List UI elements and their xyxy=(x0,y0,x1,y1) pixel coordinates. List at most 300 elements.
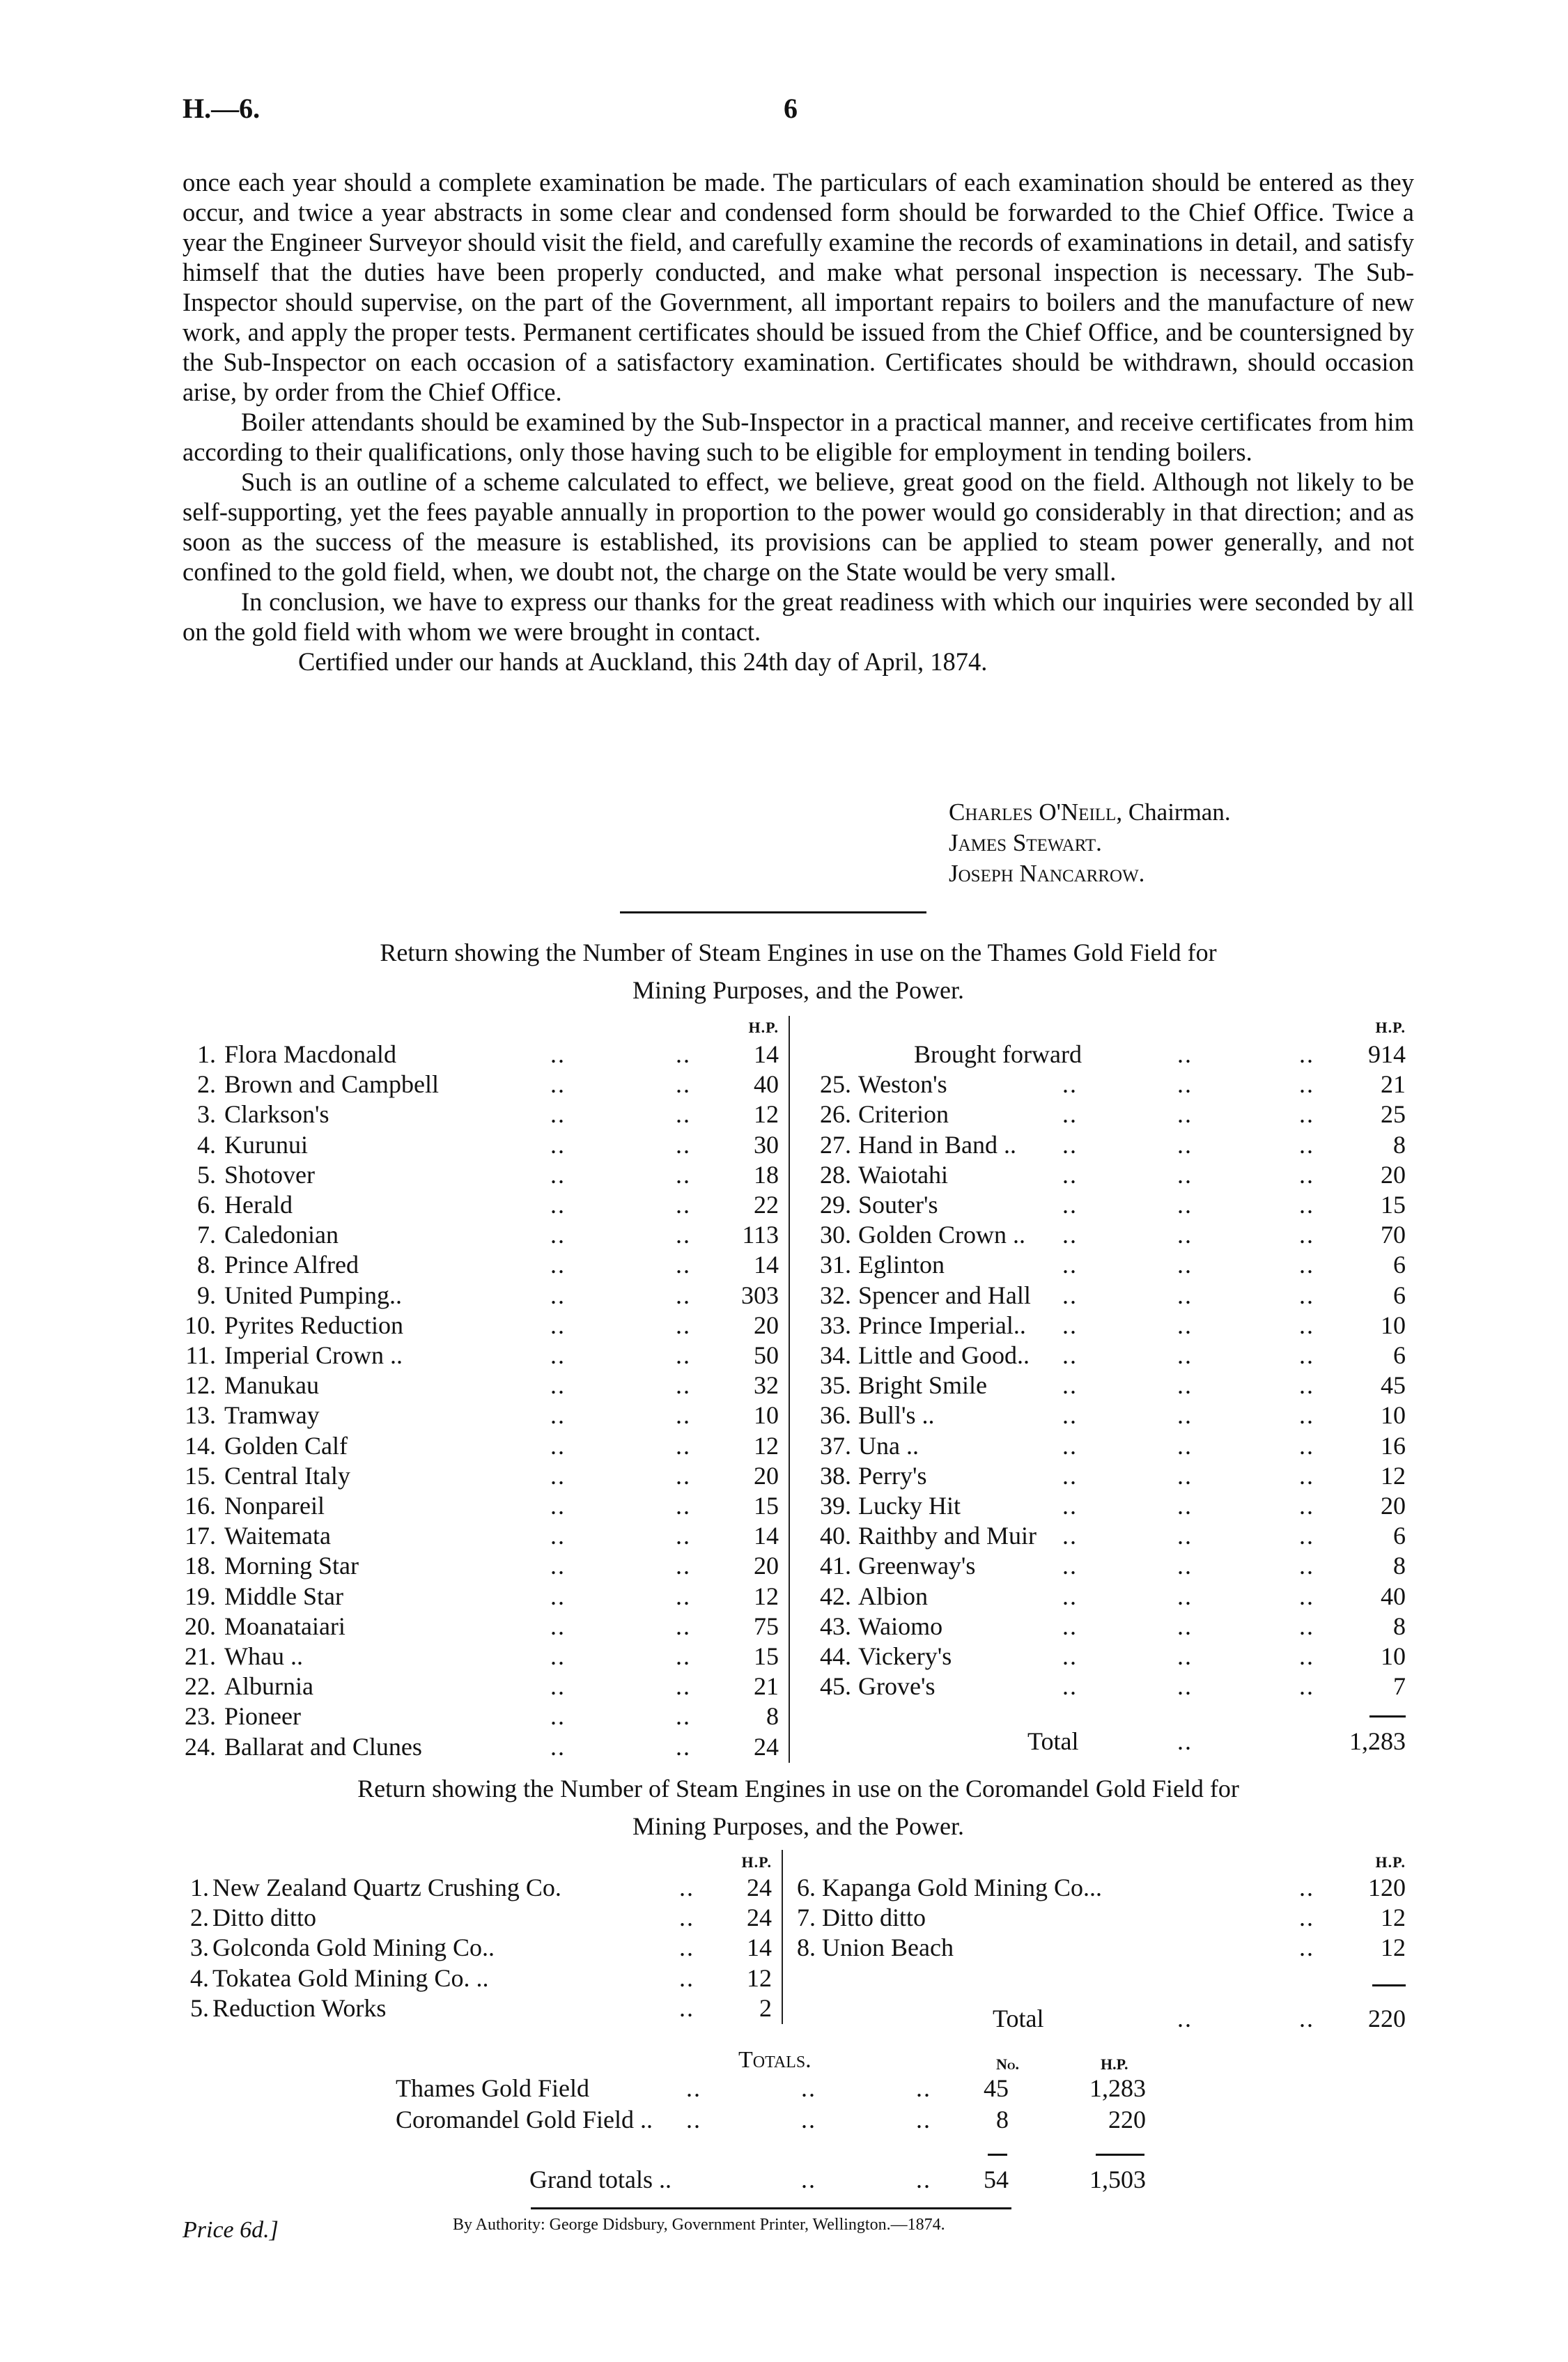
dot-leader: .. xyxy=(1177,1401,1193,1430)
dot-leader: .. xyxy=(1299,1522,1314,1550)
section-divider xyxy=(620,911,926,913)
row-name: Golconda Gold Mining Co.. xyxy=(212,1933,495,1962)
row-number: 34. xyxy=(820,1341,851,1369)
row-name: Manukau xyxy=(224,1371,319,1400)
row-hp: 8 xyxy=(1393,1130,1406,1159)
table-row xyxy=(0,2074,1568,2104)
row-hp: 6 xyxy=(1393,1281,1406,1309)
dot-leader: .. xyxy=(676,1492,691,1520)
dot-leader: .. xyxy=(550,1612,566,1640)
table-row xyxy=(0,1099,1568,1129)
row-name: Raithby and Muir xyxy=(858,1522,1037,1550)
row-hp: 70 xyxy=(1381,1221,1406,1249)
row-hp: 24 xyxy=(754,1732,779,1761)
dot-leader: .. xyxy=(550,1431,566,1460)
table-row xyxy=(0,1963,1568,1993)
row-hp: 20 xyxy=(754,1311,779,1339)
dot-leader: .. xyxy=(550,1582,566,1610)
row-hp: 14 xyxy=(754,1522,779,1550)
dot-leader: .. xyxy=(1299,1070,1314,1099)
dot-leader: .. xyxy=(1177,1040,1193,1068)
dot-leader: .. xyxy=(1177,1727,1193,1755)
sum-rule-hp xyxy=(1096,2154,1144,2156)
row-number: 1. xyxy=(190,1874,209,1901)
printer-authority: By Authority: George Didsbury, Government Printer, Wellington.—1874. xyxy=(453,2216,945,2234)
coromandel-heading-line2: Mining Purposes, and the Power. xyxy=(632,1812,964,1840)
row-hp: 21 xyxy=(754,1672,779,1701)
row-name: Pyrites Reduction xyxy=(224,1311,403,1339)
dot-leader: .. xyxy=(676,1401,691,1430)
table-row xyxy=(0,1341,1568,1371)
dot-leader: .. xyxy=(1062,1130,1078,1159)
dot-leader: .. xyxy=(676,1191,691,1219)
dot-leader: .. xyxy=(1299,1582,1314,1610)
dot-leader: .. xyxy=(1062,1221,1078,1249)
row-name: Golden Calf xyxy=(224,1431,348,1460)
table-row xyxy=(0,1551,1568,1581)
row-name: Ditto ditto xyxy=(212,1904,317,1932)
table-row xyxy=(0,1491,1568,1521)
dot-leader: .. xyxy=(676,1431,691,1460)
table-row xyxy=(0,2105,1568,2135)
row-name: Brown and Campbell xyxy=(224,1070,439,1099)
dot-leader: .. xyxy=(1299,1160,1314,1189)
row-number: 43. xyxy=(820,1612,851,1640)
dot-leader: .. xyxy=(550,1100,566,1129)
row-number: 21. xyxy=(185,1642,216,1670)
paragraph: once each year should a complete examination be made. The particulars of each examination should be entered as they occur, and twice a year abstracts in some clear and condensed form should be forwarded to the Chief Office. Twice a year the Engineer Surveyor should visit the field, and carefully examine the records of examinations in detail, and satisfy himself that the duties have been properly conducted, and make what personal inspection is necessary. The Sub-Inspector should supervise, on the part of the Government, all important repairs to boilers and the manufacture of new work, and apply the proper tests. Permanent certificates should be issued from the Chief Office, and be countersigned by the Sub-Inspector on each occasion of a satisfactory examination. Certificates should be withdrawn, should occasion arise, by order from the Chief Office. xyxy=(183,168,1414,406)
row-hp: 15 xyxy=(754,1492,779,1520)
totals-col-hp: H.P. xyxy=(1101,2055,1128,2073)
row-hp: 8 xyxy=(1393,1612,1406,1640)
signatory-role: Chairman. xyxy=(1128,798,1231,826)
dot-leader: .. xyxy=(1299,1904,1314,1932)
row-number: 29. xyxy=(820,1191,851,1219)
row-number: 41. xyxy=(820,1552,851,1580)
dot-leader: .. xyxy=(550,1732,566,1761)
dot-leader: .. xyxy=(550,1160,566,1189)
row-hp: 914 xyxy=(1368,1040,1406,1068)
row-number: 22. xyxy=(185,1672,216,1701)
document-code: H.—6. xyxy=(183,93,261,124)
coromandel-hp-header-left: H.P. xyxy=(741,1853,772,1871)
dot-leader: .. xyxy=(1177,1552,1193,1580)
row-number: 33. xyxy=(820,1311,851,1339)
row-hp: 6 xyxy=(1393,1522,1406,1550)
row-name: New Zealand Quartz Crushing Co. xyxy=(212,1874,561,1901)
row-name: Caledonian xyxy=(224,1221,339,1249)
dot-leader: .. xyxy=(1299,1371,1314,1400)
dot-leader: .. xyxy=(1177,1251,1193,1279)
row-name: Waiotahi xyxy=(858,1160,949,1189)
row-name: Reduction Works xyxy=(212,1993,387,2022)
row-number: 25. xyxy=(820,1070,851,1099)
dot-leader: .. xyxy=(676,1522,691,1550)
row-hp: 12 xyxy=(754,1582,779,1610)
table-row xyxy=(0,1521,1568,1551)
dot-leader: .. xyxy=(1062,1401,1078,1430)
paragraph: Boiler attendants should be examined by the Sub-Inspector in a practical manner, and receive certificates from him according to their qualifications, only those having such to be eligible for employment in tending boilers. xyxy=(183,408,1414,466)
dot-leader: .. xyxy=(1062,1070,1078,1099)
row-number: 18. xyxy=(185,1552,216,1580)
row-name: Hand in Band .. xyxy=(858,1130,1016,1159)
dot-leader: .. xyxy=(1299,1251,1314,1279)
row-hp: 20 xyxy=(754,1552,779,1580)
row-number: 3. xyxy=(190,1933,209,1962)
dot-leader: .. xyxy=(801,2166,816,2193)
dot-leader: .. xyxy=(1062,1672,1078,1701)
dot-leader: .. xyxy=(1062,1160,1078,1189)
row-name: Shotover xyxy=(224,1160,315,1189)
row-number: 44. xyxy=(820,1642,851,1670)
paragraph: Such is an outline of a scheme calculated to effect, we believe, great good on the field. Although not likely to be self-supporting, yet the fees payable annually in proportion to the power would go considerably in that direction; and as soon as the success of the measure is established, its provisions can be applied to steam power generally, and not confined to the gold field, when, we doubt not, the charge on the State would be very small. xyxy=(183,468,1414,586)
row-hp: 16 xyxy=(1381,1431,1406,1460)
row-name: Nonpareil xyxy=(224,1492,325,1520)
signatory-name: Joseph Nancarrow. xyxy=(949,860,1145,887)
row-hp: 14 xyxy=(754,1251,779,1279)
row-hp: 12 xyxy=(754,1431,779,1460)
row-hp: 10 xyxy=(1381,1311,1406,1339)
dot-leader: .. xyxy=(1299,1130,1314,1159)
row-name: Eglinton xyxy=(858,1251,945,1279)
table-row xyxy=(0,1672,1568,1701)
dot-leader: .. xyxy=(676,1070,691,1099)
row-name: Lucky Hit xyxy=(858,1492,961,1520)
dot-leader: .. xyxy=(676,1612,691,1640)
dot-leader: .. xyxy=(1177,1522,1193,1550)
coromandel-heading xyxy=(183,1770,1414,1845)
row-number: 17. xyxy=(185,1522,216,1550)
dot-leader: .. xyxy=(1299,1221,1314,1249)
dot-leader: .. xyxy=(1062,1281,1078,1309)
dot-leader: .. xyxy=(801,2074,816,2102)
row-hp: 303 xyxy=(741,1281,779,1309)
row-name: Golden Crown .. xyxy=(858,1221,1025,1249)
row-hp: 45 xyxy=(1381,1371,1406,1400)
table-row xyxy=(0,1400,1568,1430)
dot-leader: .. xyxy=(1299,1461,1314,1490)
dot-leader: .. xyxy=(550,1642,566,1670)
row-hp: 1,283 xyxy=(1089,2074,1146,2102)
row-number: 11. xyxy=(185,1341,216,1369)
row-name: Kurunui xyxy=(224,1130,308,1159)
dot-leader: .. xyxy=(1062,1552,1078,1580)
row-number: 24. xyxy=(185,1732,216,1761)
table-row xyxy=(0,1461,1568,1491)
row-number: 2. xyxy=(190,1904,209,1932)
row-hp: 12 xyxy=(754,1100,779,1129)
dot-leader: .. xyxy=(1177,1191,1193,1219)
dot-leader: .. xyxy=(676,1281,691,1309)
dot-leader: .. xyxy=(550,1040,566,1068)
table-row xyxy=(0,2004,1568,2034)
dot-leader: .. xyxy=(1299,1100,1314,1129)
dot-leader: .. xyxy=(676,1040,691,1068)
row-name: Bull's .. xyxy=(858,1401,935,1430)
dot-leader: .. xyxy=(550,1070,566,1099)
row-hp: 14 xyxy=(747,1933,772,1962)
row-hp: 24 xyxy=(747,1904,772,1932)
dot-leader: .. xyxy=(1177,1070,1193,1099)
row-hp: 22 xyxy=(754,1191,779,1219)
row-name: Whau .. xyxy=(224,1642,303,1670)
coromandel-heading-line1: Return showing the Number of Steam Engines in use on the Coromandel Gold Field for xyxy=(357,1775,1239,1803)
row-number: 42. xyxy=(820,1582,851,1610)
dot-leader: .. xyxy=(1299,1492,1314,1520)
row-name: Tramway xyxy=(224,1401,320,1430)
dot-leader: .. xyxy=(1177,1582,1193,1610)
row-name: Ballarat and Clunes xyxy=(224,1732,422,1761)
dot-leader: .. xyxy=(676,1732,691,1761)
row-hp: 10 xyxy=(1381,1642,1406,1670)
dot-leader: .. xyxy=(1062,1642,1078,1670)
row-hp: 30 xyxy=(754,1130,779,1159)
dot-leader: .. xyxy=(1177,1311,1193,1339)
row-name: Prince Alfred xyxy=(224,1251,359,1279)
row-number: 8. xyxy=(797,1933,816,1962)
row-number: 2. xyxy=(197,1070,216,1099)
dot-leader: .. xyxy=(679,1933,694,1962)
dot-leader: .. xyxy=(676,1311,691,1339)
row-name: Una .. xyxy=(858,1431,919,1460)
row-number: 31. xyxy=(820,1251,851,1279)
table-row xyxy=(0,1040,1568,1070)
totals-title: Totals. xyxy=(738,2047,812,2073)
dot-leader: .. xyxy=(679,1963,694,1992)
dot-leader: .. xyxy=(1299,1672,1314,1701)
dot-leader: .. xyxy=(1299,2005,1314,2032)
row-number: 23. xyxy=(185,1702,216,1731)
totals-col-no: No. xyxy=(996,2055,1020,2073)
table-row xyxy=(0,1612,1568,1642)
thames-heading xyxy=(183,934,1414,1009)
dot-leader: .. xyxy=(676,1130,691,1159)
row-hp: 12 xyxy=(1381,1933,1406,1962)
row-name: Souter's xyxy=(858,1191,938,1219)
dot-leader: .. xyxy=(1062,1191,1078,1219)
dot-leader: .. xyxy=(676,1100,691,1129)
row-hp: 45 xyxy=(984,2074,1009,2102)
row-hp: 32 xyxy=(754,1371,779,1400)
row-hp: 20 xyxy=(754,1461,779,1490)
row-number: 39. xyxy=(820,1492,851,1520)
dot-leader: .. xyxy=(801,2106,816,2133)
row-hp: 20 xyxy=(1381,1160,1406,1189)
row-number: 15. xyxy=(185,1461,216,1490)
row-hp: 15 xyxy=(754,1642,779,1670)
row-hp: 40 xyxy=(754,1070,779,1099)
dot-leader: .. xyxy=(550,1341,566,1369)
body-text xyxy=(183,167,1414,677)
signatory xyxy=(949,798,1231,826)
row-name: Grove's xyxy=(858,1672,936,1701)
total-rule xyxy=(1372,1984,1406,1986)
dot-leader: .. xyxy=(686,2074,701,2102)
row-name: Albion xyxy=(858,1582,929,1610)
dot-leader: .. xyxy=(550,1461,566,1490)
row-number: 19. xyxy=(185,1582,216,1610)
row-number: 7. xyxy=(797,1904,816,1932)
row-number: 4. xyxy=(190,1963,209,1992)
row-name: Little and Good.. xyxy=(858,1341,1030,1369)
dot-leader: .. xyxy=(1062,1612,1078,1640)
row-name: Imperial Crown .. xyxy=(224,1341,403,1369)
row-hp: 25 xyxy=(1381,1100,1406,1129)
table-row xyxy=(0,1903,1568,1933)
row-number: 35. xyxy=(820,1371,851,1400)
dot-leader: .. xyxy=(550,1492,566,1520)
dot-leader: .. xyxy=(1299,1191,1314,1219)
table-row xyxy=(0,1070,1568,1099)
row-name: Total xyxy=(993,2005,1044,2032)
table-row xyxy=(0,1190,1568,1220)
row-name: Coromandel Gold Field .. xyxy=(396,2106,653,2133)
table-row xyxy=(0,1431,1568,1461)
row-name: Ditto ditto xyxy=(822,1904,926,1932)
dot-leader: .. xyxy=(1299,1341,1314,1369)
row-number: 14. xyxy=(185,1431,216,1460)
row-name: Tokatea Gold Mining Co. .. xyxy=(212,1963,489,1992)
table-row xyxy=(0,1371,1568,1400)
row-name: Waiomo xyxy=(858,1612,943,1640)
dot-leader: .. xyxy=(1299,1552,1314,1580)
row-number: 37. xyxy=(820,1431,851,1460)
dot-leader: .. xyxy=(1177,1612,1193,1640)
row-name: Greenway's xyxy=(858,1552,976,1580)
row-hp: 12 xyxy=(1381,1461,1406,1490)
table-row xyxy=(0,1582,1568,1612)
dot-leader: .. xyxy=(1177,1341,1193,1369)
table-row xyxy=(0,1873,1568,1903)
dot-leader: .. xyxy=(550,1221,566,1249)
thames-heading-line1: Return showing the Number of Steam Engines in use on the Thames Gold Field for xyxy=(380,939,1217,966)
coromandel-hp-header-right: H.P. xyxy=(1375,1853,1406,1871)
dot-leader: .. xyxy=(1299,1933,1314,1962)
dot-leader: .. xyxy=(550,1552,566,1580)
dot-leader: .. xyxy=(550,1281,566,1309)
row-number: 6. xyxy=(197,1191,216,1219)
row-name: Pioneer xyxy=(224,1702,301,1731)
certification-line: Certified under our hands at Auckland, this 24th day of April, 1874. xyxy=(298,647,988,676)
dot-leader: .. xyxy=(1177,1130,1193,1159)
row-number: 8. xyxy=(197,1251,216,1279)
row-name: Spencer and Hall xyxy=(858,1281,1031,1309)
dot-leader: .. xyxy=(676,1582,691,1610)
dot-leader: .. xyxy=(550,1672,566,1701)
signatory-name: James Stewart. xyxy=(949,829,1102,856)
dot-leader: .. xyxy=(1177,1461,1193,1490)
row-hp: 10 xyxy=(754,1401,779,1430)
row-number: 4. xyxy=(197,1130,216,1159)
row-hp: 75 xyxy=(754,1612,779,1640)
row-number: 36. xyxy=(820,1401,851,1430)
dot-leader: .. xyxy=(676,1221,691,1249)
row-number: 26. xyxy=(820,1100,851,1129)
sum-rule-no xyxy=(988,2154,1007,2156)
row-hp: 10 xyxy=(1381,1401,1406,1430)
dot-leader: .. xyxy=(550,1522,566,1550)
dot-leader: .. xyxy=(550,1311,566,1339)
dot-leader: .. xyxy=(1062,1522,1078,1550)
dot-leader: .. xyxy=(1177,1160,1193,1189)
dot-leader: .. xyxy=(1177,1431,1193,1460)
row-name: Criterion xyxy=(858,1100,949,1129)
dot-leader: .. xyxy=(676,1371,691,1400)
dot-leader: .. xyxy=(1062,1311,1078,1339)
dot-leader: .. xyxy=(676,1552,691,1580)
row-hp: 113 xyxy=(742,1221,779,1249)
row-number: 3. xyxy=(197,1100,216,1129)
row-name: Bright Smile xyxy=(858,1371,988,1400)
row-name: Thames Gold Field xyxy=(396,2074,589,2102)
table-row xyxy=(0,1933,1568,1963)
row-number: 9. xyxy=(197,1281,216,1309)
row-hp: 24 xyxy=(747,1874,772,1901)
dot-leader: .. xyxy=(1062,1431,1078,1460)
dot-leader: .. xyxy=(686,2106,701,2133)
row-number: 40. xyxy=(820,1522,851,1550)
total-rule xyxy=(1369,1715,1406,1718)
row-name: Alburnia xyxy=(224,1672,313,1701)
table-row xyxy=(0,1220,1568,1250)
row-name: Prince Imperial.. xyxy=(858,1311,1026,1339)
row-hp: 40 xyxy=(1381,1582,1406,1610)
row-number: 16. xyxy=(185,1492,216,1520)
dot-leader: .. xyxy=(1299,1874,1314,1901)
row-number: 32. xyxy=(820,1281,851,1309)
row-name: Clarkson's xyxy=(224,1100,329,1129)
row-hp: 50 xyxy=(754,1341,779,1369)
dot-leader: .. xyxy=(1062,1251,1078,1279)
dot-leader: .. xyxy=(676,1251,691,1279)
row-hp: 2 xyxy=(759,1993,772,2022)
dot-leader: .. xyxy=(1299,1642,1314,1670)
dot-leader: .. xyxy=(1299,1311,1314,1339)
dot-leader: .. xyxy=(550,1130,566,1159)
row-name: Waitemata xyxy=(224,1522,332,1550)
paragraph: In conclusion, we have to express our thanks for the great readiness with which our inquiries were seconded by all on the gold field with whom we were brought in contact. xyxy=(183,587,1414,646)
row-hp: 1,283 xyxy=(1349,1727,1406,1755)
dot-leader: .. xyxy=(1062,1582,1078,1610)
dot-leader: .. xyxy=(550,1251,566,1279)
dot-leader: .. xyxy=(676,1672,691,1701)
row-number: 7. xyxy=(197,1221,216,1249)
dot-leader: .. xyxy=(1299,1401,1314,1430)
row-number: 1. xyxy=(197,1040,216,1068)
row-hp: 54 xyxy=(984,2166,1009,2193)
dot-leader: .. xyxy=(550,1401,566,1430)
dot-leader: .. xyxy=(1177,1281,1193,1309)
dot-leader: .. xyxy=(679,1993,694,2022)
row-number: 27. xyxy=(820,1130,851,1159)
dot-leader: .. xyxy=(916,2074,931,2102)
table-row xyxy=(0,1250,1568,1280)
row-number: 10. xyxy=(185,1311,216,1339)
row-hp: 7 xyxy=(1393,1672,1406,1701)
dot-leader: .. xyxy=(550,1371,566,1400)
row-hp: 6 xyxy=(1393,1341,1406,1369)
dot-leader: .. xyxy=(1299,1431,1314,1460)
row-hp: 220 xyxy=(1368,2005,1406,2032)
row-hp: 12 xyxy=(747,1963,772,1992)
thames-hp-header-right: H.P. xyxy=(1375,1019,1406,1036)
row-number: 5. xyxy=(197,1160,216,1189)
dot-leader: .. xyxy=(1177,1100,1193,1129)
dot-leader: .. xyxy=(676,1461,691,1490)
row-hp: 6 xyxy=(1393,1251,1406,1279)
row-hp: 220 xyxy=(1108,2106,1146,2133)
dot-leader: .. xyxy=(1299,1612,1314,1640)
